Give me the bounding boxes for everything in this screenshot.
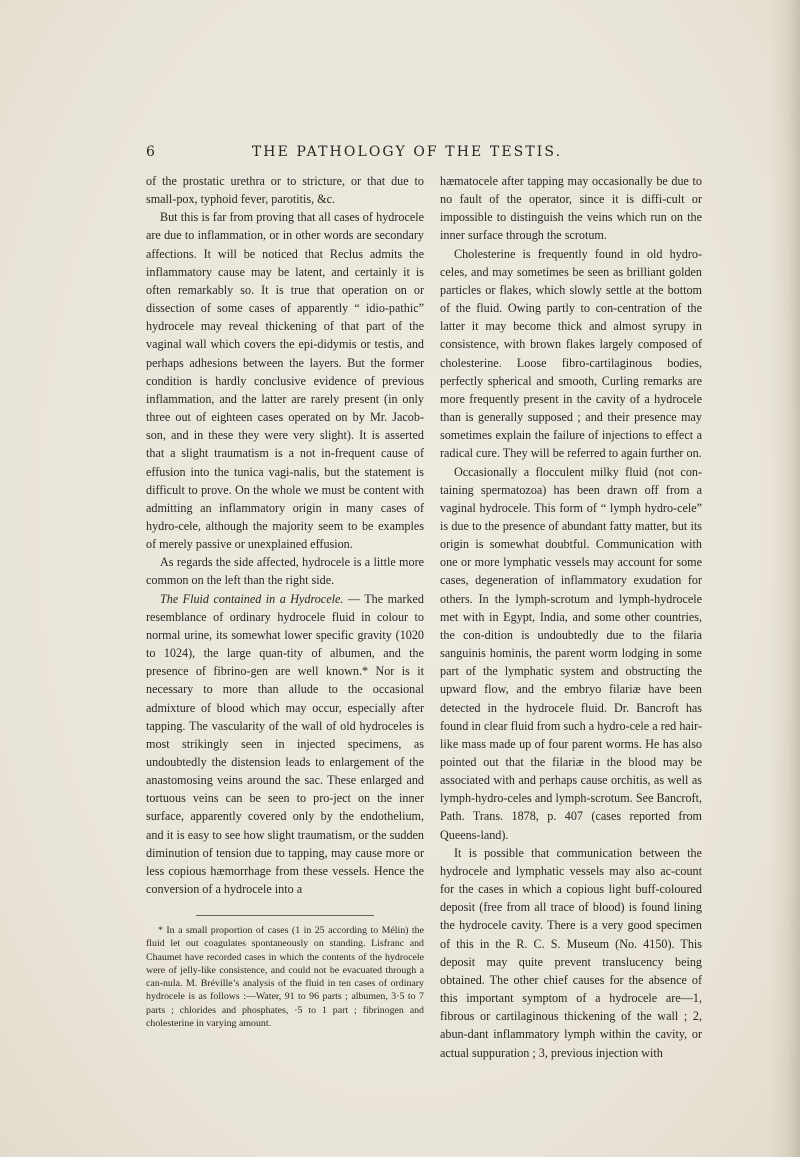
page-title: THE PATHOLOGY OF THE TESTIS. [251, 144, 563, 160]
paragraph: Cholesterine is frequently found in old hydro-celes, and may sometimes be seen as brilliant golden particles or flakes, which slowly settle at the bottom of the fluid. Owing partly to con-centration of the latter it may become thick and almost syrupy in consistence, with brown flakes largely composed of cholesterine. Loose fibro-cartilaginous bodies, perfectly spherical and smooth, Curling remarks are more frequently present in the cavity of a hydrocele than is generally supposed ; and their presence may sometimes explain the failure of injections to effect a radical cure. They will be referred to again further on. [440, 246, 702, 461]
left-column [146, 172, 424, 898]
section-heading: The Fluid contained in a Hydrocele. [160, 591, 344, 606]
right-column [440, 172, 702, 1062]
page-number: 6 [146, 144, 156, 160]
paragraph: hæmatocele after tapping may occasionally be due to no fault of the operator, since it is diffi-cult or impossible to distinguish the veins which run on the inner surface through the scrotum. [440, 174, 702, 243]
paragraph: Occasionally a flocculent milky fluid (not con-taining spermatozoa) has been drawn off from a vaginal hydrocele. This form of “ lymph hydro-cele” is due to the presence of abundant fatty matter, but its origin is somewhat doubtful. Communication with one or more lymphatic vessels may account for some cases, degeneration of inflammatory exudation for others. In the lymph-scrotum and lymph-hydrocele met with in Egypt, India, and some other countries, the con-dition is undoubtedly due to the filaria sanguinis hominis, the parent worm lodging in some part of the lymphatic system and obstructing the upward flow, and the embryo filariæ have been detected in the hydrocele fluid. Dr. Bancroft has found in clear fluid from such a hydro-cele a red hair-like mass made up of four parent worms. He has also pointed out that the filariæ in the blood may be associated with and perhaps cause orchitis, as well as lymph-hydro-celes and lymph-scrotum. See Bancroft, Path. Trans. 1878, p. 407 (cases reported from Queens-land). [440, 464, 702, 842]
paragraph-fluid [146, 590, 424, 899]
page-edge-shadow [770, 0, 800, 1157]
paragraph: It is possible that communication between the hydrocele and lymphatic vessels may also ac-count for the cases in which a copious light buff-coloured deposit (free from all trace of blood) is found lining the hydrocele cavity. There is a very good specimen of this in the R. C. S. Museum (No. 4150). This deposit may quite prevent translucency being obtained. The other chief causes for the absence of this important symptom of a hydrocele are—1, fibrous or cartilaginous thickening of the wall ; 2, abun-dant inflammatory lymph within the cavity, or actual suppuration ; 3, previous injection with [440, 845, 702, 1060]
running-head [146, 144, 668, 164]
paragraph: But this is far from proving that all cases of hydrocele are due to inflammation, or in other words are secondary affections. It will be noticed that Reclus admits the inflammatory cause may be latent, and certainly it is often remarkably so. It is true that operation on or dissection of some cases of apparently “ idio-pathic” hydrocele may reveal thickening of that part of the vaginal wall which covers the epi-didymis or testis, and perhaps adhesions between the layers. But the former condition is hardly conclusive evidence of previous inflammation, and the latter are rarely present (in only three out of eighteen cases operated on by Mr. Jacob-son, and in these they were very slight). It is asserted that a slight traumatism is a not in-frequent cause of effusion into the tunica vagi-nalis, but the statement is difficult to prove. On the whole we must be content with admitting an inflammatory origin in many cases of hydro-cele, although the majority seem to be examples of merely passive or unexplained effusion. [146, 210, 424, 552]
paragraph-text: — The marked resemblance of ordinary hydrocele fluid in colour to normal urine, its somewhat lower specific gravity (1020 to 1024), the large quan-tity of albumen, and the presence of fibrino-gen are well known.* Nor is it necessary to more than allude to the occasional admixture of blood which may occur, especially after tapping. The vascularity of the wall of old hydroceles is most strikingly seen in injected specimens, as undoubtedly the distension leads to enlargement of the anastomosing veins around the sac. These enlarged and tortuous veins can be seen to pro-ject on the inner surface, apparently covered only by the endothelium, and it is easy to see how slight traumatism, or the sudden diminution of tension due to tapping, may cause more or less copious hæmorrhage from these vessels. Hence the conversion of a hydrocele into a [146, 591, 424, 897]
footnote: * In a small proportion of cases (1 in 25 according to Mélin) the fluid let out coagulates spontaneously on standing. Lisfranc and Chaumet have recorded cases in which the contents of the hydrocele were of jelly-like consistence, and could not be evacuated through a can-nula. M. Bréville’s analysis of the fluid in ten cases of ordinary hydrocele is as follows :—Water, 91 to 96 parts ; albumen, 3·5 to 7 parts ; chlorides and phosphates, ·5 to 1 part ; fibrinogen and cholesterine in varying amount. [146, 925, 424, 1030]
footnote-rule [196, 915, 374, 916]
paragraph: As regards the side affected, hydrocele is a little more common on the left than the right side. [146, 555, 424, 588]
paragraph: of the prostatic urethra or to stricture, or that due to small-pox, typhoid fever, parotitis, &c. [146, 174, 424, 207]
